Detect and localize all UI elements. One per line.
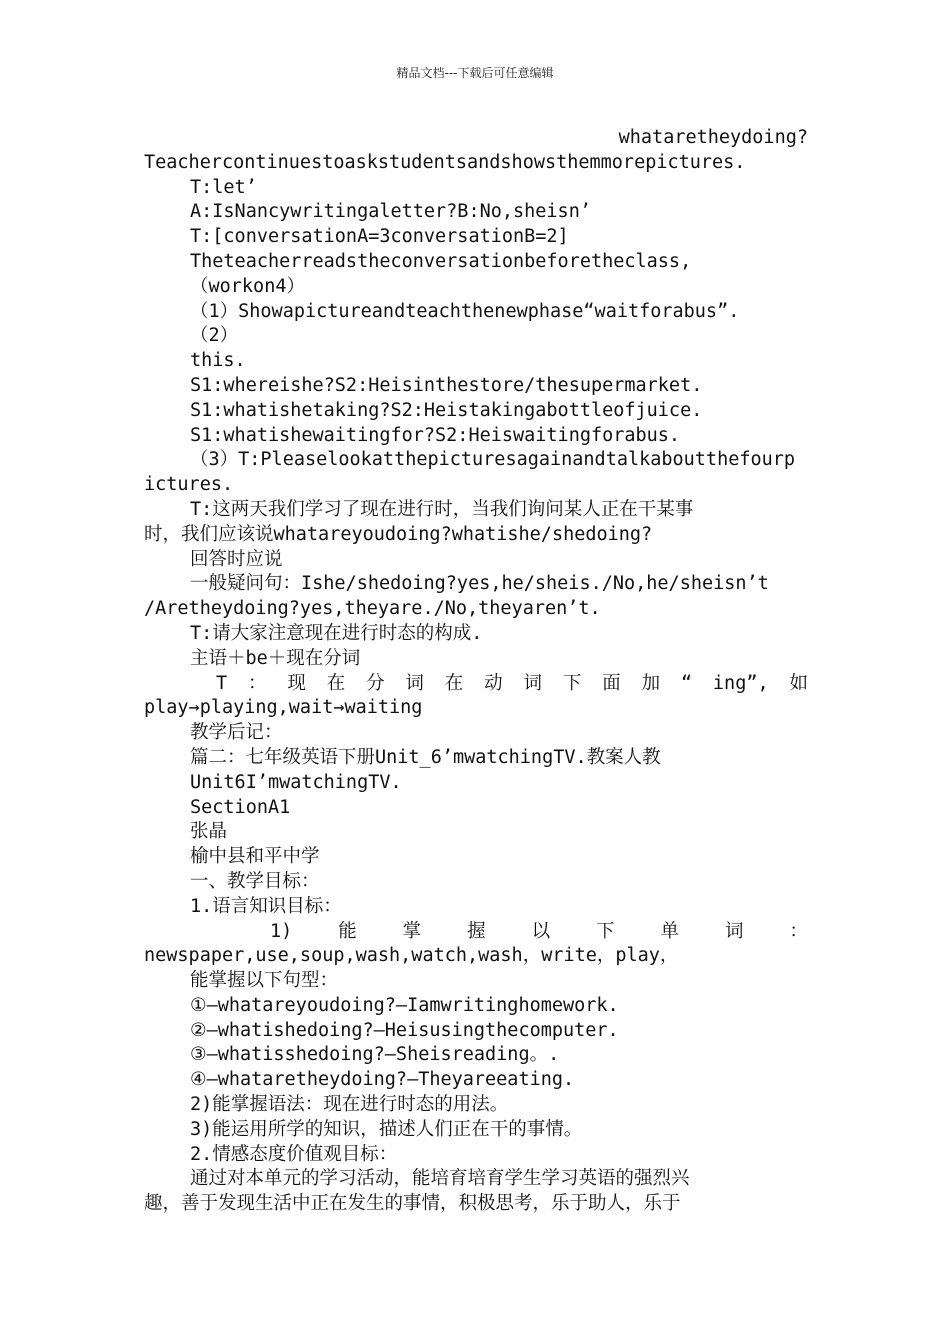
text-line: Unit6I’mwatchingTV. (190, 771, 402, 793)
text-line: T:这两天我们学习了现在进行时，当我们询问某人正在干某事 (190, 498, 694, 520)
spread-word: 单 (660, 920, 679, 942)
text-line (144, 920, 808, 945)
text-line: whataretheydoing? (618, 127, 808, 148)
spread-word: 下 (596, 920, 615, 942)
text-line: 2)能掌握语法：现在进行时态的用法。 (190, 1094, 509, 1116)
spread-word: 在 (444, 672, 464, 694)
text-line: /Aretheydoing?yes,theyare./No,theyaren’t. (144, 598, 601, 620)
spread-word: T (216, 672, 228, 694)
text-line: play→playing,wait→waiting (144, 697, 423, 719)
spread-word: 动 (484, 672, 503, 694)
text-line: ③—whatisshedoing?—Sheisreading。. (190, 1044, 560, 1066)
text-line: 能掌握以下句型： (190, 970, 339, 992)
spread-word: 分 (366, 672, 385, 694)
text-line: ④—whataretheydoing?—Theyareeating. (190, 1069, 575, 1091)
text-line: 主语＋be＋现在分词 (190, 647, 361, 669)
text-line: 时，我们应该说whatareyoudoing?whatishe/shedoing? (144, 523, 653, 545)
spread-word: 现 (287, 672, 306, 694)
spread-word: ing”, (712, 672, 769, 694)
text-line: T:let’ (190, 176, 257, 198)
spread-word: 能 (338, 920, 357, 942)
spread-word: 词 (405, 672, 424, 694)
text-line: SectionA1 (190, 796, 291, 818)
text-line: 1.语言知识目标： (190, 895, 342, 917)
text-line: （2） (190, 325, 239, 347)
text-line: newspaper,use,soup,wash,watch,wash，write，play， (144, 945, 679, 967)
text-line: S1:whereishe?S2:Heisinthestore/thesupermarket. (190, 374, 703, 396)
text-line: T:请大家注意现在进行时态的构成. (190, 622, 483, 644)
spread-word: ： (247, 672, 267, 694)
text-line: A:IsNancywritingaletter?B:No,sheisn’ (190, 201, 591, 223)
text-line: T:[conversationA=3conversationB=2] (190, 226, 569, 248)
text-line: 篇二：七年级英语下册Unit_6’mwatchingTV.教案人教 (190, 746, 661, 768)
spread-word: 1) (270, 920, 293, 942)
text-line (144, 672, 808, 697)
text-line: 一般疑问句：Ishe/shedoing?yes,he/sheis./No,he/sheisn’t (190, 573, 769, 595)
text-line: 趣，善于发现生活中正在发生的事情，积极思考，乐于助人，乐于 (144, 1193, 681, 1215)
page-header: 精品文档---下载后可任意编辑 (396, 66, 554, 80)
spread-word: 词 (724, 920, 744, 942)
spread-word: ： (789, 920, 808, 942)
spread-word: 下 (562, 672, 582, 694)
text-line: 教学后记： (190, 722, 283, 744)
spread-word: “ (680, 672, 693, 694)
spread-word: 以 (531, 920, 551, 942)
spread-word: 在 (326, 672, 346, 694)
text-line: ②—whatishedoing?—Heisusingthecomputer. (190, 1019, 619, 1041)
spread-word: 如 (789, 672, 808, 694)
spread-word: 加 (641, 672, 661, 694)
text-line: ictures. (144, 474, 234, 496)
text-line: 一、教学目标： (190, 870, 320, 892)
text-line: （3）T:Pleaselookatthepicturesagainandtalkaboutthefourp (190, 449, 796, 471)
text-line: 榆中县和平中学 (190, 846, 320, 868)
text-line: 张晶 (190, 821, 228, 843)
document-body (144, 126, 808, 1217)
text-line: Teachercontinuestoaskstudentsandshowsthemmorepictures. (144, 151, 746, 173)
text-line: 通过对本单元的学习活动，能培育培育学生学习英语的强烈兴 (190, 1168, 690, 1190)
text-line: 2.情感态度价值观目标： (190, 1143, 398, 1165)
text-line: S1:whatishetaking?S2:Heistakingabottleofjuice. (190, 399, 703, 421)
spread-word: 握 (467, 920, 486, 942)
text-line: ①—whatareyoudoing?—Iamwritinghomework. (190, 994, 619, 1016)
text-line: （1）Showapictureandteachthenewphase“waitforabus”. (190, 300, 740, 322)
text-line: Theteacherreadstheconversationbeforetheclass, (190, 250, 692, 272)
spread-word: 词 (523, 672, 543, 694)
text-line: this. (190, 350, 246, 372)
spread-word: 掌 (402, 920, 422, 942)
text-line: （workon4） (190, 275, 305, 297)
text-line: 回答时应说 (190, 548, 283, 570)
text-line: 3)能运用所学的知识，描述人们正在干的事情。 (190, 1118, 583, 1140)
spread-word: 面 (602, 672, 621, 694)
text-line: S1:whatishewaitingfor?S2:Heiswaitingforabus. (190, 424, 681, 446)
